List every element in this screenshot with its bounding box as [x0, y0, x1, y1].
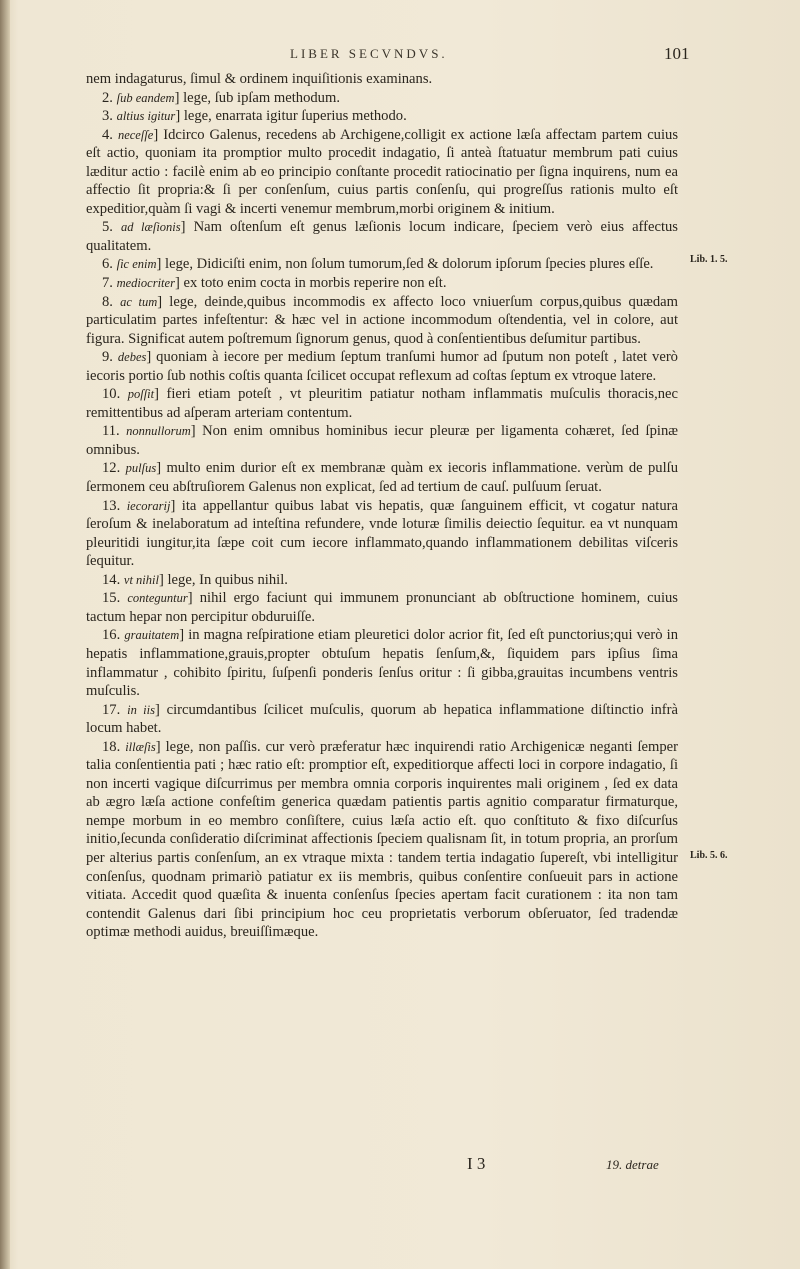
entry-lemma: ad læſionis: [121, 220, 181, 235]
commentary-entry: 18. illæſis] lege, non paſſis. cur verò præferatur hæc inquirendi ratio Archigenicæ neganti ſemper talia conſentientia pati ; hæc ratio eſt: promptior eſt, expeditiorque affecti loci in corpore indagatio, ſi non incerti vagique diſcurrimus per membra omnia corporis inquirentes mali originem , ſed ex data ab ægro læſa actione confeſtim generica quædam patientis partis agnitio comparatur firmaturque, nempe morbum in eo membro conſiſtere, cuius læſa actio eſt. quo conſtituto & fixo diſcurſus initio,ſecunda conſideratio diſcriminat affectionis ſpeciem qualisnam ſit, in totum propria, an prorſum per alterius partis conſenſum, an ex vtraque mixta : tandem tertia indagatio ſupereſt, vbi intelligitur conſenſus, quodnam primariò patiatur ex iis membris, quibus conſentire conſueuit pars in actione vitiata. Accedit quod quæſita & inuenta conſenſus ſpecies apertam facit curationem : ita non tam contendit Galenus dari ſibi principium hoc ceu proprietatis verborum obſeruator, ſed tradendæ optimæ methodi auidus, breuiſſimæque.: [86, 738, 678, 941]
entry-number: 11.: [102, 423, 120, 440]
commentary-entry: 17. in iis] circumdantibus ſcilicet muſculis, quorum ab hepatica inflammatione diſtinctio infrà locum habet.: [86, 701, 678, 737]
entry-lemma: in iis: [127, 702, 155, 717]
entry-text: multo enim durior eſt ex membranæ quàm ex iecoris inflammatione. verùm de pulſu ſermonem ceu abſtruſiorem Galenus non explicat, ſed ad tertium de cauſ. pulſuum ſeruat.: [86, 460, 678, 496]
entry-lemma: ac tum: [120, 294, 158, 309]
commentary-entry: 16. grauitatem] in magna reſpiratione etiam pleuretici dolor acrior fit, ſed eſt punctorius;qui verò in hepatis inflammatione,grauis,propter obtuſum hepatis ſenſum,&, ſiquidem pars ipſius ſima inflammatur , cohibito ſpiritu, ſuſpenſi ponderis ſenſus oritur : ſi gibba,grauitas incumbens ventris muſculis.: [86, 627, 678, 700]
commentary-entry: 12. pulſus] multo enim durior eſt ex membranæ quàm ex iecoris inflammatione. verùm de pulſu ſermonem ceu abſtruſiorem Galenus non explicat, ſed ad tertium de cauſ. pulſuum ſeruat.: [86, 460, 678, 496]
commentary-entry: 6. ſic enim] lege, Didiciſti enim, non ſolum tumorum,ſed & dolorum ipſorum ſpecies plures eſſe.: [102, 256, 654, 273]
entry-text: quoniam à iecore per medium ſeptum tranſumi humor ad ſputum non poteſt , latet verò iecoris portio ſub nothis coſtis quanta ſcilicet occupat reflexum ad coſtas ſeptum ex vtroque latere.: [86, 349, 678, 384]
entry-lemma: ſub eandem: [116, 90, 175, 105]
entry-lemma: poſſit: [127, 387, 155, 402]
margin-note: Lib. 1. 5.: [690, 254, 728, 265]
entry-text: lege, ſub ipſam methodum.: [179, 89, 340, 106]
entry-text: lege, deinde,quibus incommodis ex affecto loco vniuerſum corpus,quibus quædam particulatim partes infeſtentur: & hæc vel in actione incommodum oſtendentia, vel in colore, aut figura. Significat autem poſtremum ſignorum genus, quod à conſentientibus deſumitur partibus.: [86, 293, 678, 347]
entry-text: lege, non paſſis. cur verò præferatur hæc inquirendi ratio Archigenicæ neganti ſemper talia conſentientia pati ; hæc ratio eſt: promptior eſt, expeditiorque affecti loci in corpore indagatio, ſi non incerti vagique diſcurrimus per membra omnia corporis inquirentes mali originem , ſed ex data ab ægro læſa actione confeſtim generica quædam patientis partis agnitio comparatur firmaturque, nempe morbum in eo membro conſiſtere, cuius læſa actio eſt. quo conſtituto & fixo diſcurſus initio,ſecunda conſideratio diſcriminat affectionis ſpeciem qualisnam ſit, in totum propria, an prorſum per alterius partis conſenſum, an ex vtraque mixta : tandem tertia indagatio ſupereſt, vbi intelligitur conſenſus, quodnam primariò patiatur ex iis membris, quibus conſentire conſueuit pars in actione vitiata. Accedit quod quæſita & inuenta conſenſus ſpecies apertam facit curationem : ita non tam contendit Galenus dari ſibi principium hoc ceu proprietatis verborum obſeruator, ſed tradendæ optimæ methodi auidus, breuiſſimæque.: [86, 738, 678, 941]
entry-number: 9.: [102, 349, 113, 366]
entry-number: 7.: [102, 275, 113, 292]
folio-number: 101: [664, 44, 690, 63]
entry-number: 5.: [102, 219, 113, 236]
entry-number: 8.: [102, 293, 113, 310]
commentary-entry: [86, 70, 678, 89]
entry-lemma: ſic enim: [116, 257, 157, 272]
catchword: 19. detrae: [606, 1157, 659, 1172]
commentary-entry: 3. altius igitur] lege, enarrata igitur ſuperius methodo.: [102, 108, 407, 125]
entry-lemma: illæſis: [125, 739, 156, 754]
entry-lemma: iecorarij: [126, 498, 171, 513]
entry-text: lege, enarrata igitur ſuperius methodo.: [180, 108, 407, 125]
commentary-entry: 2. ſub eandem] lege, ſub ipſam methodum.: [102, 89, 340, 106]
entry-number: 16.: [102, 627, 121, 644]
entry-number: 17.: [102, 701, 121, 718]
margin-note: Lib. 5. 6.: [690, 850, 728, 861]
entry-text: lege, In quibus nihil.: [163, 571, 288, 588]
commentary-entry: 7. mediocriter] ex toto enim cocta in morbis reperire non eſt.: [102, 275, 447, 292]
entry-lemma: mediocriter: [116, 276, 175, 291]
page-gutter-shadow: [0, 0, 10, 1269]
commentary-entry: 13. iecorarij] ita appellantur quibus labat vis hepatis, quæ ſanguinem efficit, vt cogatur natura ſeroſum & inelaboratum ad inteſtina refundere, vnde loturæ ſimilis deiectio ſequitur. ea vt nunquam pleuritidi iungitur,ita ſæpe coit cum iecore inflammato,quando inflammationem debilitas viſceris ſequitur.: [86, 497, 678, 570]
commentary-entry: 15. conteguntur] nihil ergo faciunt qui immunem pronunciant ab obſtructione hominem, cuius tactum hepar non percipitur obduruiſſe.: [86, 590, 678, 625]
entry-text: circumdantibus ſcilicet muſculis, quorum ab hepatica inflammatione diſtinctio infrà locum habet.: [86, 701, 678, 737]
commentary-entry: 8. ac tum] lege, deinde,quibus incommodis ex affecto loco vniuerſum corpus,quibus quædam particulatim partes infeſtentur: & hæc vel in actione incommodum oſtendentia, vel in colore, aut figura. Significat autem poſtremum ſignorum genus, quod à conſentientibus deſumitur partibus.: [86, 293, 678, 347]
entry-lemma: pulſus: [125, 461, 157, 476]
entry-text: ita appellantur quibus labat vis hepatis, quæ ſanguinem efficit, vt cogatur natura ſeroſum & inelaboratum ad inteſtina refundere, vnde loturæ ſimilis deiectio ſequitur. ea vt nunquam pleuritidi iungitur,ita ſæpe coit cum iecore inflammato,quando inflammationem debilitas viſceris ſequitur.: [86, 497, 678, 570]
entry-lemma: altius igitur: [116, 109, 176, 124]
entry-number: 6.: [102, 256, 113, 273]
entry-lemma: debes: [117, 350, 147, 365]
entry-text: ex toto enim cocta in morbis reperire non eſt.: [179, 275, 447, 292]
entry-number: 3.: [102, 108, 113, 125]
entry-lemma: nonnullorum: [126, 424, 191, 439]
commentary-body: [86, 70, 678, 942]
commentary-entry: 10. poſſit] fieri etiam poteſt , vt pleuritim patiatur notham inflammatis muſculis thoracis,nec remittentibus ad aſperam arteriam contentum.: [86, 386, 678, 421]
entry-text: Non enim omnibus hominibus iecur pleuræ per ligamenta cohæret, ſed ſpinæ omnibus.: [86, 423, 678, 458]
entry-number: 12.: [102, 460, 121, 477]
entry-number: 15.: [102, 590, 121, 607]
entry-lemma: vt nihil: [123, 572, 159, 587]
entry-text: nem indagaturus, ſimul & ordinem inquiſitionis examinans.: [86, 71, 433, 87]
entry-text: Nam oſtenſum eſt genus læſionis locum indicare, ſpeciem verò eius affectus qualitatem.: [86, 219, 678, 254]
entry-number: 14.: [102, 571, 121, 588]
commentary-entry: 14. vt nihil] lege, In quibus nihil.: [102, 571, 288, 588]
page-footer: [0, 1154, 800, 1184]
entry-text: lege, Didiciſti enim, non ſolum tumorum,ſed & dolorum ipſorum ſpecies plures eſſe.: [161, 256, 654, 273]
entry-number: 4.: [102, 126, 113, 143]
entry-text: nihil ergo faciunt qui immunem pronunciant ab obſtructione hominem, cuius tactum hepar non percipitur obduruiſſe.: [86, 590, 678, 625]
entry-number: 10.: [102, 386, 121, 403]
commentary-entry: 5. ad læſionis] Nam oſtenſum eſt genus læſionis locum indicare, ſpeciem verò eius affectus qualitatem.: [86, 219, 678, 254]
entry-number: 18.: [102, 738, 121, 755]
entry-text: fieri etiam poteſt , vt pleuritim patiatur notham inflammatis muſculis thoracis,nec remittentibus ad aſperam arteriam contentum.: [86, 386, 678, 421]
commentary-entry: 11. nonnullorum] Non enim omnibus hominibus iecur pleuræ per ligamenta cohæret, ſed ſpinæ omnibus.: [86, 423, 678, 458]
entry-number: 13.: [102, 497, 121, 514]
entry-text: in magna reſpiratione etiam pleuretici dolor acrior fit, ſed eſt punctorius;qui verò in hepatis inflammatione,grauis,propter obtuſum hepatis ſenſum,&, ſiquidem pars ipſius ſima inflammatur , cohibito ſpiritu, ſuſpenſi ponderis ſenſus oritur : ſi gibba,grauitas incumbens ventris muſculis.: [86, 627, 678, 700]
entry-text: Idcirco Galenus, recedens ab Archigene,colligit ex actione læſa affectam partem cuius eſt actio, quoniam ita promptior multo procedit indagatio, ſi anteà ſtatuatur membrum pati cuius læditur actio : facilè enim ab eo principio conſtante procedit ratiocinatio per ſigna inquirens, num ea affectio ſit propria:& ſi per conſenſum, cuius partis conſenſu, qui progreſſus rationis multo eſt expeditior,quàm ſi vagi & incerti venemur membrum,morbi originem & initium.: [86, 126, 679, 217]
entry-number: 2.: [102, 89, 113, 106]
running-head: LIBER SECVNDVS.: [290, 46, 448, 61]
entry-lemma: conteguntur: [127, 591, 188, 606]
commentary-entry: 9. debes] quoniam à iecore per medium ſeptum tranſumi humor ad ſputum non poteſt , latet verò iecoris portio ſub nothis coſtis quanta ſcilicet occupat reflexum ad coſtas ſeptum ex vtroque latere.: [86, 349, 678, 384]
entry-lemma: grauitatem: [124, 628, 180, 643]
entry-lemma: neceſſe: [117, 127, 154, 142]
commentary-entry: 4. neceſſe] Idcirco Galenus, recedens ab Archigene,colligit ex actione læſa affectam partem cuius eſt actio, quoniam ita promptior multo procedit indagatio, ſi anteà ſtatuatur membrum pati cuius læditur actio : facilè enim ab eo principio conſtante procedit ratiocinatio per ſigna inquirens, num ea affectio ſit propria:& ſi per conſenſum, cuius partis conſenſu, qui progreſſus rationis multo eſt expeditior,quàm ſi vagi & incerti venemur membrum,morbi originem & initium.: [86, 126, 679, 217]
signature-mark: I 3: [467, 1154, 486, 1173]
page-header: [0, 44, 800, 68]
